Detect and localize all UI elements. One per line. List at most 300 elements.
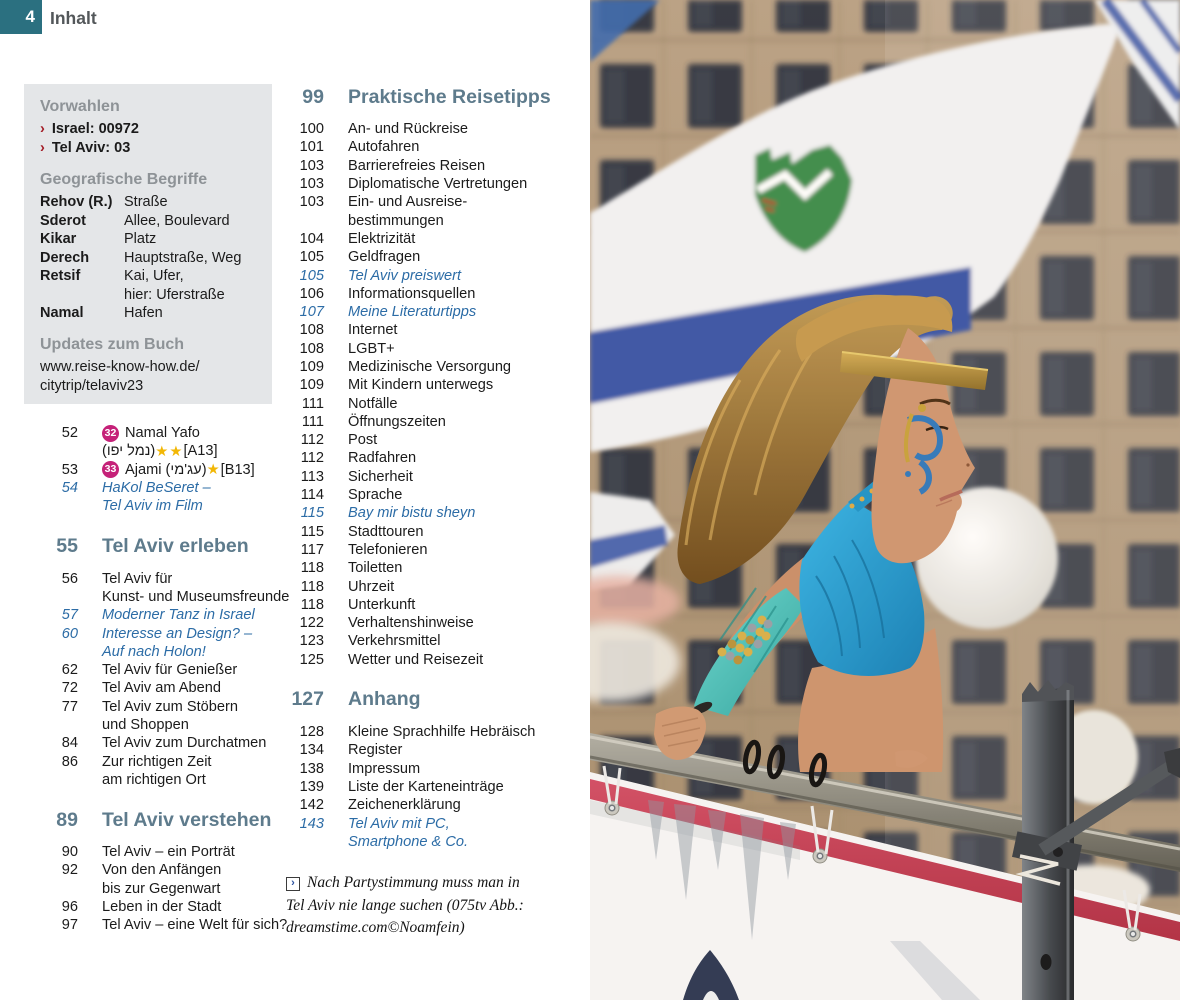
toc-entry	[286, 449, 586, 467]
toc-page-number: 105	[299, 249, 324, 266]
toc-entry-text: Tel Aviv – ein Porträt	[102, 844, 235, 861]
toc-entry-label	[102, 809, 271, 832]
info-section-heading: Vorwahlen	[40, 98, 120, 115]
toc-entry-label	[102, 498, 203, 514]
toc-page-number: 142	[299, 797, 324, 814]
toc-entry-text: Smartphone & Co.	[348, 833, 469, 850]
definition-text: Platz	[124, 231, 157, 247]
toc-entry-text: HaKol BeSeret –	[102, 480, 211, 497]
toc-entry-text: Wetter und Reisezeit	[348, 651, 484, 668]
toc-page-number: 97	[61, 917, 78, 934]
toc-entry	[286, 741, 586, 759]
toc-entry-text: Tel Aviv am Abend	[102, 680, 221, 697]
toc-page-number: 118	[300, 578, 324, 595]
toc-entry-label	[102, 644, 206, 660]
toc-entry	[286, 504, 586, 522]
dial-code-text: Israel: 00972	[51, 121, 139, 137]
toc-entry-label	[348, 322, 398, 338]
toc-page-number: 125	[299, 651, 324, 668]
toc-entry	[40, 916, 292, 934]
toc-entry-text: Öffnungszeiten	[348, 413, 446, 430]
toc-entry	[286, 523, 586, 541]
toc-entry	[40, 698, 292, 716]
toc-entry-continuation	[40, 880, 292, 898]
toc-entry-label	[348, 286, 475, 302]
toc-section-heading	[286, 82, 586, 112]
definition-text: hier: Uferstraße	[124, 286, 225, 303]
toc-entry-text: Notfälle	[348, 395, 398, 412]
toc-entry-text: Leben in der Stadt	[102, 899, 222, 916]
caption-text: dreamstime.com©Noamfein)	[286, 919, 465, 936]
toc-entry-text: Tel Aviv zum Durchatmen	[102, 735, 267, 752]
chevron-icon: ›	[40, 121, 45, 137]
toc-entry	[286, 614, 586, 632]
photo-caption	[286, 872, 570, 940]
toc-entry-continuation	[286, 211, 586, 229]
toc-entry-label	[348, 560, 402, 576]
toc-entry	[286, 138, 586, 156]
toc-right-column	[286, 82, 586, 851]
toc-entry-text: Tel Aviv für	[102, 570, 173, 587]
toc-entry-text: Tel Aviv zum Stöbern	[102, 698, 239, 715]
toc-entry	[286, 796, 586, 814]
toc-entry-text: Anhang	[348, 688, 421, 711]
toc-entry-label	[348, 304, 476, 320]
toc-entry-label	[102, 844, 235, 860]
toc-entry-text: Geldfragen	[348, 249, 421, 266]
toc-entry-label	[102, 899, 221, 915]
toc-page-number: 103	[299, 176, 324, 193]
toc-page-number: 109	[299, 377, 324, 394]
toc-entry-label	[348, 213, 444, 229]
toc-entry-text: Toiletten	[348, 560, 403, 577]
toc-entry-continuation	[40, 771, 292, 789]
toc-left-column	[40, 424, 292, 935]
toc-entry-continuation	[40, 442, 292, 460]
toc-entry-label	[348, 194, 467, 210]
toc-spacer	[40, 561, 292, 569]
toc-entry-label	[102, 754, 212, 770]
toc-entry-text: Verkehrsmittel	[348, 633, 441, 650]
toc-entry-label	[348, 761, 420, 777]
toc-entry-label	[102, 881, 220, 897]
toc-entry-text: Stadttouren	[348, 523, 424, 540]
toc-entry-label	[102, 662, 237, 678]
toc-entry	[40, 424, 292, 442]
toc-entry-text: bis zur Gegenwart	[102, 880, 221, 897]
toc-page-number: 118	[300, 596, 324, 613]
toc-entry	[286, 175, 586, 193]
toc-entry	[286, 376, 586, 394]
definition-text: Kai, Ufer,	[124, 268, 184, 284]
toc-entry-text: Tel Aviv mit PC,	[348, 815, 450, 832]
toc-entry	[286, 577, 586, 595]
toc-entry-text: Sicherheit	[348, 468, 413, 485]
warm-tone-overlay	[590, 0, 1180, 1000]
toc-entry-label	[348, 615, 474, 631]
toc-page-number: 53	[61, 461, 78, 478]
toc-entry-label	[348, 359, 511, 375]
toc-page-number: 104	[299, 230, 324, 247]
toc-entry-label	[102, 571, 172, 587]
toc-entry	[286, 120, 586, 138]
toc-entry-label	[348, 542, 428, 558]
toc-entry-text: Tel Aviv preiswert	[348, 267, 462, 284]
toc-entry	[40, 624, 292, 642]
toc-entry-label	[102, 680, 221, 696]
toc-entry-text: Kunst- und Museumsfreunde	[102, 588, 290, 605]
toc-entry-text: Bay mir bistu sheyn	[348, 505, 476, 522]
chevron-icon: ›	[40, 140, 45, 156]
photo-pride-parade	[590, 0, 1180, 1000]
toc-page-number: 118	[300, 560, 324, 577]
toc-entry-continuation	[286, 833, 586, 851]
toc-entry-text: am richtigen Ort	[102, 771, 206, 788]
toc-entry-text: (נמל יפו)	[102, 443, 156, 460]
toc-entry-text: Telefonieren	[348, 541, 428, 558]
definition-row	[40, 286, 256, 305]
definition-row	[40, 230, 256, 249]
toc-entry-text: LGBT+	[348, 340, 395, 357]
caption-text: Tel Aviv nie lange suchen (075tv Abb.:	[286, 896, 524, 914]
toc-entry-label	[348, 724, 535, 740]
toc-page-number: 101	[299, 139, 324, 156]
toc-page-number: 128	[299, 724, 324, 741]
toc-entry-text: Uhrzeit	[348, 578, 395, 595]
toc-entry	[40, 661, 292, 679]
caption-line	[286, 917, 570, 940]
toc-entry	[286, 394, 586, 412]
toc-entry-text: Zeichenerklärung	[348, 797, 461, 814]
page-number: 4	[25, 7, 35, 26]
toc-entry	[40, 843, 292, 861]
toc-entry-text: Tel Aviv – eine Welt für sich?	[102, 917, 288, 934]
definition-term: Namal	[40, 305, 84, 321]
toc-page-number: 138	[299, 760, 324, 777]
toc-entry-text: Auf nach Holon!	[102, 643, 206, 660]
toc-entry-label	[102, 480, 211, 496]
toc-page-number: 56	[61, 570, 78, 587]
caption-text: Nach Partystimmung muss man in	[307, 874, 520, 891]
toc-page-number: 115	[300, 523, 324, 540]
toc-page-number: 115	[300, 505, 324, 522]
star-rating-icon: ★	[206, 462, 221, 479]
toc-entry-label	[348, 797, 461, 813]
toc-entry-label	[102, 717, 189, 733]
toc-page-number: 114	[300, 487, 324, 504]
toc-section-heading	[40, 531, 292, 561]
dial-code-item	[40, 139, 256, 158]
toc-entry-label	[348, 450, 416, 466]
toc-entry	[40, 898, 292, 916]
toc-entry	[286, 340, 586, 358]
toc-entry-text: Interesse an Design? –	[102, 625, 253, 642]
toc-entry-text: Register	[348, 742, 403, 759]
toc-entry-label	[348, 505, 475, 521]
toc-page-number: 113	[300, 468, 324, 485]
toc-entry-text: Zur richtigen Zeit	[102, 753, 212, 770]
toc-entry	[286, 559, 586, 577]
toc-page-number: 111	[301, 395, 324, 412]
definition-row	[40, 267, 256, 286]
toc-entry-text: Radfahren	[348, 450, 417, 467]
definition-term: Rehov (R.)	[40, 194, 113, 210]
toc-entry-label	[348, 816, 450, 832]
toc-entry-label	[348, 487, 402, 503]
toc-page-number: 117	[300, 541, 324, 558]
toc-entry	[286, 468, 586, 486]
toc-entry-label	[348, 231, 415, 247]
toc-page-number: 92	[61, 862, 78, 879]
toc-page-number: 112	[300, 432, 324, 449]
toc-entry-label	[102, 862, 221, 878]
toc-entry	[286, 632, 586, 650]
toc-entry-text: Impressum	[348, 760, 421, 777]
toc-page-number: 100	[299, 121, 324, 138]
toc-entry-label	[348, 139, 419, 155]
toc-entry-label	[102, 589, 289, 605]
toc-entry-label	[348, 396, 397, 412]
toc-entry	[286, 266, 586, 284]
definition-row	[40, 193, 256, 212]
info-section-heading: Updates zum Buch	[40, 335, 185, 353]
toc-entry	[40, 606, 292, 624]
toc-entry	[40, 461, 292, 479]
info-url-line: www.reise-know-how.de/	[40, 358, 200, 375]
caption-line	[286, 872, 570, 895]
toc-entry-label	[102, 699, 238, 715]
toc-entry	[286, 413, 586, 431]
toc-entry-label	[348, 86, 551, 109]
toc-entry-text: Tel Aviv im Film	[102, 498, 203, 515]
toc-entry-label	[348, 469, 413, 485]
toc-page-number: 106	[299, 285, 324, 302]
toc-entry	[40, 569, 292, 587]
toc-entry-text: Kleine Sprachhilfe Hebräisch	[348, 724, 536, 741]
toc-page-number: 139	[299, 778, 324, 795]
toc-page-number: 123	[299, 633, 324, 650]
toc-entry-text: [A13]	[183, 443, 218, 460]
toc-entry	[40, 752, 292, 770]
toc-entry	[286, 814, 586, 832]
toc-page-number: 103	[299, 157, 324, 174]
toc-entry-label	[348, 121, 468, 137]
toc-page-number: 109	[299, 359, 324, 375]
toc-entry-label	[348, 688, 421, 711]
toc-entry-text: Tel Aviv verstehen	[102, 808, 272, 831]
toc-entry	[286, 358, 586, 376]
toc-entry-text: Liste der Karteneinträge	[348, 778, 504, 795]
toc-page-number: 77	[61, 698, 78, 715]
toc-entry-text: Barrierefreies Reisen	[348, 157, 486, 174]
photo-illustration	[590, 0, 1180, 1000]
toc-page-number: 134	[299, 742, 324, 759]
toc-spacer	[286, 715, 586, 723]
toc-entry-text: Autofahren	[348, 139, 420, 156]
dial-code-item	[40, 120, 256, 139]
toc-entry-label	[348, 779, 504, 795]
toc-page-number: 86	[61, 753, 78, 770]
toc-page-number: 90	[61, 844, 78, 861]
toc-entry-label	[102, 443, 218, 460]
toc-entry-label	[102, 772, 206, 788]
toc-spacer	[40, 835, 292, 843]
definition-text: Hauptstraße, Weg	[124, 249, 242, 266]
toc-entry-text: Ajami (עג'מי)	[125, 461, 207, 478]
toc-entry-label	[348, 834, 468, 850]
definition-row	[40, 249, 256, 268]
toc-page-number: 62	[61, 662, 78, 679]
toc-entry	[286, 760, 586, 778]
toc-entry-label	[348, 579, 394, 595]
toc-entry-label	[348, 633, 440, 649]
toc-page-number: 55	[56, 534, 78, 557]
info-box	[24, 84, 272, 404]
toc-entry-text: Diplomatische Vertretungen	[348, 176, 528, 193]
toc-spacer	[40, 515, 292, 531]
dial-code-text: Tel Aviv: 03	[51, 140, 131, 156]
definition-text: Hafen	[124, 305, 163, 321]
toc-entry-text: Ein- und Ausreise-	[348, 194, 468, 211]
toc-entry-text: Praktische Reisetipps	[348, 85, 551, 108]
star-rating-icon: ★★	[155, 443, 184, 460]
toc-entry-text: Sprache	[348, 487, 403, 504]
toc-page-number: 108	[299, 340, 324, 357]
toc-entry	[286, 596, 586, 614]
toc-entry-label	[102, 735, 266, 751]
toc-entry-label	[102, 607, 255, 623]
toc-entry-text: Verhaltenshinweise	[348, 615, 474, 632]
toc-entry-text: Tel Aviv erleben	[102, 534, 249, 557]
toc-entry-text: Elektrizität	[348, 230, 416, 247]
toc-entry-label	[102, 461, 255, 478]
toc-entry-label	[102, 535, 249, 558]
toc-page-number: 112	[300, 450, 324, 467]
toc-page-number: 72	[61, 680, 78, 697]
toc-entry	[286, 193, 586, 211]
toc-entry-text: Informationsquellen	[348, 285, 476, 302]
toc-section-heading	[40, 805, 292, 835]
toc-page-number: 89	[56, 808, 78, 831]
page-number-box	[0, 0, 42, 34]
toc-spacer	[286, 669, 586, 685]
toc-entry	[286, 486, 586, 504]
toc-entry-label	[348, 652, 483, 668]
toc-entry-text: Unterkunft	[348, 596, 416, 613]
toc-entry-label	[348, 597, 415, 613]
info-section-heading: Geografische Begriffe	[40, 171, 208, 188]
toc-page-number: 143	[299, 815, 324, 832]
toc-entry-label	[348, 742, 402, 758]
toc-page-number: 108	[299, 322, 324, 339]
toc-entry	[286, 248, 586, 266]
toc-entry-text: Meine Literaturtipps	[348, 304, 477, 321]
toc-page-number: 105	[299, 267, 324, 284]
caption-arrow-icon: ›	[286, 877, 300, 891]
toc-entry-text: Medizinische Versorgung	[348, 359, 512, 375]
toc-section-heading	[286, 685, 586, 715]
toc-page-number: 122	[299, 615, 324, 632]
toc-page-number: 107	[299, 304, 324, 321]
toc-entry-label	[348, 176, 527, 192]
definition-term	[40, 286, 124, 305]
toc-entry-label	[102, 425, 200, 442]
toc-entry	[286, 230, 586, 248]
toc-entry-label	[348, 341, 395, 357]
toc-entry	[286, 723, 586, 741]
toc-entry-text: Mit Kindern unterwegs	[348, 377, 494, 394]
definition-term: Derech	[40, 249, 90, 266]
definition-row	[40, 304, 256, 323]
toc-entry-text: Tel Aviv für Genießer	[102, 662, 238, 679]
toc-entry	[40, 679, 292, 697]
toc-entry-continuation	[40, 588, 292, 606]
toc-page-number: 103	[299, 194, 324, 211]
info-url-line: citytrip/telaviv23	[40, 377, 144, 394]
toc-entry-text: Von den Anfängen	[102, 862, 222, 879]
toc-entry-text: und Shoppen	[102, 717, 189, 733]
toc-entry-label	[348, 268, 461, 284]
definition-text: Allee, Boulevard	[124, 212, 230, 229]
toc-entry-label	[348, 377, 493, 393]
toc-spacer	[286, 112, 586, 120]
toc-entry-text: Namal Yafo	[125, 425, 200, 442]
toc-entry-text: bestimmungen	[348, 212, 444, 229]
toc-entry-label	[348, 158, 485, 174]
definition-term: Kikar	[40, 231, 77, 247]
toc-entry	[286, 541, 586, 559]
toc-entry	[286, 303, 586, 321]
toc-entry-label	[348, 414, 446, 430]
toc-entry-label	[348, 524, 423, 540]
toc-entry	[286, 285, 586, 303]
toc-entry-label	[348, 432, 377, 448]
toc-page-number: 84	[61, 735, 78, 752]
toc-page-number: 52	[61, 425, 78, 442]
toc-entry-text: Moderner Tanz in Israel	[102, 607, 255, 624]
toc-entry	[40, 734, 292, 752]
toc-entry-label	[102, 626, 252, 642]
toc-entry	[286, 778, 586, 796]
definition-row	[40, 212, 256, 231]
toc-page-number: 127	[291, 688, 324, 711]
toc-entry-continuation	[40, 716, 292, 734]
toc-entry-label	[102, 917, 287, 933]
toc-page-number: 99	[302, 85, 324, 108]
toc-entry-continuation	[40, 497, 292, 515]
toc-entry	[40, 861, 292, 879]
toc-entry	[286, 321, 586, 339]
definition-text: Straße	[124, 194, 168, 210]
toc-page-number: 96	[61, 899, 78, 916]
toc-entry-continuation	[40, 643, 292, 661]
caption-line	[286, 895, 570, 918]
toc-entry	[286, 651, 586, 669]
toc-page-number: 57	[61, 607, 78, 624]
toc-entry-label	[348, 249, 420, 265]
map-marker-badge: 32	[102, 425, 119, 442]
toc-page-number: 54	[61, 480, 78, 497]
toc-spacer	[40, 789, 292, 805]
toc-entry-text: Internet	[348, 322, 398, 339]
definition-term: Retsif	[40, 268, 81, 284]
toc-page-number: 111	[301, 413, 324, 430]
page-title: Inhalt	[50, 8, 97, 28]
toc-entry	[286, 431, 586, 449]
toc-entry-text: [B13]	[220, 461, 255, 478]
definition-term: Sderot	[40, 212, 86, 229]
toc-entry-text: Post	[348, 432, 378, 449]
